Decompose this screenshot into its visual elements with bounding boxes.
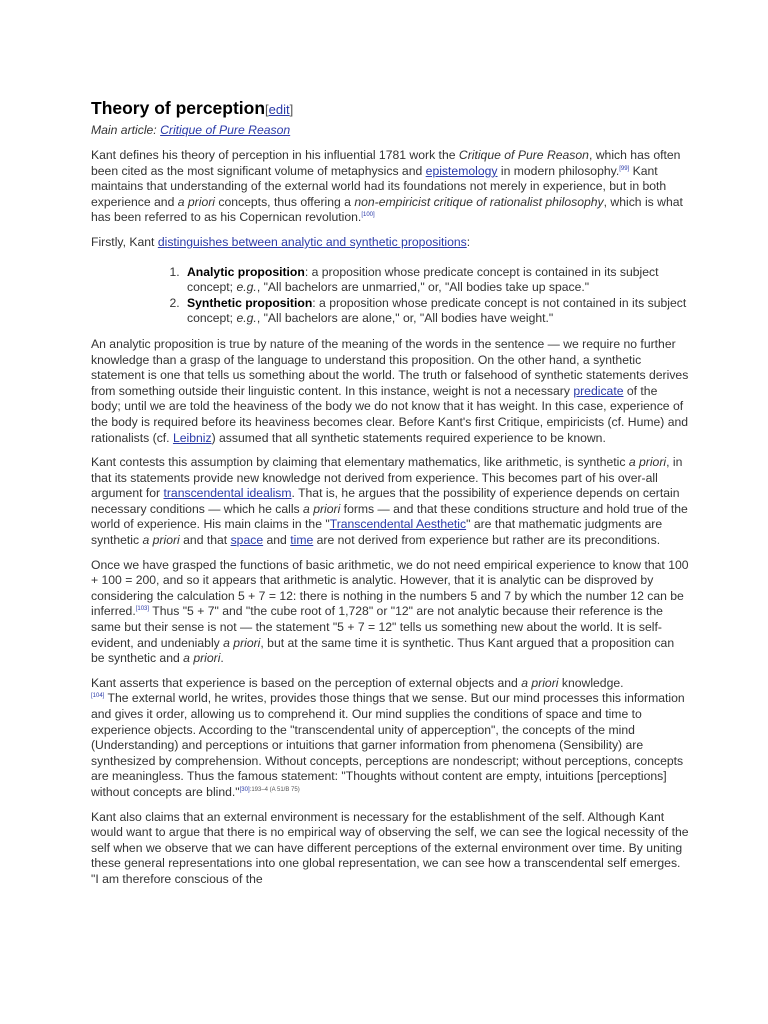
list-item: 2. Synthetic proposition: a proposition whose predicate concept is not contained in its subject concept; e.g., "All bachelors are alone," or, "All bodies have weight.": [183, 296, 689, 327]
paragraph-4: Kant contests this assumption by claiming that elementary mathematics, like arithmetic, is synthetic a priori, in that its statements provide new knowledge not derived from experience. This becomes part of his over-all argument for transcendental idealism. That is, he argues that the possibility of experience depends on certain necessary conditions — which he calls a priori forms — and that these conditions structure and hold true of the world of experience. His main claims in the "Transcendental Aesthetic" are that mathematic judgments are synthetic a priori and that space and time are not derived from experience but rather are its preconditions.: [91, 455, 688, 548]
article-content: [91, 96, 689, 897]
link-space[interactable]: space: [230, 533, 264, 548]
edit-link[interactable]: edit: [268, 102, 290, 117]
list-item: 1. Analytic proposition: a proposition whose predicate concept is contained in its subject concept; e.g., "All bachelors are unmarried," or, "All bodies take up space.": [183, 265, 689, 296]
citation-ref[interactable]: [99]: [619, 165, 630, 172]
citation-page-note: :193–4 (A 51/B 75): [249, 786, 300, 793]
citation-ref[interactable]: [104]: [91, 693, 105, 700]
link-time[interactable]: time: [290, 533, 314, 548]
paragraph-3: An analytic proposition is true by nature of the meaning of the words in the sentence — we require no further knowledge than a grasp of the language to understand this proposition. On the other hand, a synthetic statement is one that tells us something about the world. The truth or falsehood of synthetic statements derives from something outside their linguistic content. In this instance, weight is not a necessary predicate of the body; until we are told the heaviness of the body we do not know that it has weight. In this case, experience of the body is required before its heaviness becomes clear. Before Kant's first Critique, empiricists (cf. Hume) and rationalists (cf. Leibniz) assumed that all synthetic statements required experience to be known.: [91, 336, 689, 445]
link-analytic-synthetic[interactable]: distinguishes between analytic and synthetic propositions: [157, 234, 467, 249]
main-article-link[interactable]: Critique of Pure Reason: [160, 123, 291, 137]
link-epistemology[interactable]: epistemology: [425, 163, 498, 178]
citation-ref[interactable]: [103]: [135, 606, 150, 613]
citation-ref[interactable]: [30]: [239, 786, 250, 793]
paragraph-7: Kant also claims that an external environment is necessary for the establishment of the self. Although Kant would want to argue that there is no empirical way of observing the self, we can see the logical necessity of the self when we observe that we can have different perceptions of the external environment over time. By uniting these general representations into one global representation, we can see how a transcendental self emerges. "I am therefore conscious of the: [91, 809, 689, 886]
link-leibniz[interactable]: Leibniz: [172, 430, 212, 445]
section-title: Theory of perception: [91, 98, 266, 118]
main-article-note: Main article: Critique of Pure Reason: [91, 123, 291, 137]
link-predicate[interactable]: predicate: [573, 383, 624, 398]
link-transcendental-idealism[interactable]: transcendental idealism: [163, 486, 292, 501]
section-heading: [91, 96, 689, 122]
proposition-list: [91, 265, 689, 327]
paragraph-2: Firstly, Kant distinguishes between analytic and synthetic propositions:: [91, 234, 471, 249]
edit-section: [edit]: [265, 102, 294, 117]
link-transcendental-aesthetic[interactable]: Transcendental Aesthetic: [329, 517, 467, 532]
paragraph-5: Once we have grasped the functions of basic arithmetic, we do not need empirical experience to know that 100 + 100 = 200, and so it appears that arithmetic is analytic. However, that it is analytic can be disproved by considering the calculation 5 + 7 = 12: there is nothing in the numbers 5 and 7 by which the number 12 can be inferred.[103] Thus "5 + 7" and "the cube root of 1,728" or "12" are not analytic because their reference is the same but their sense is not — the statement "5 + 7 = 12" tells us something new about the world. It is self-evident, and undeniably a priori, but at the same time it is synthetic. Thus Kant argued that a proposition can be synthetic and a priori.: [91, 557, 689, 666]
paragraph-6: Kant asserts that experience is based on the perception of external objects and a priori knowledge. [104] The external world, he writes, provides those things that we sense. But our mind processes this information and gives it order, allowing us to comprehend it. Our mind supplies the conditions of space and time to experience objects. According to the "transcendental unity of apperception", the concepts of the mind (Understanding) and perceptions or intuitions that garner information from phenomena (Sensibility) are synthesized by comprehension. Without concepts, perceptions are nondescript; without perceptions, concepts are meaningless. Thus the famous statement: "Thoughts without content are empty, intuitions [perceptions] without concepts are blind."$^{[30]:193-4 (A 51/B 75)}$: [91, 675, 685, 799]
paragraph-1: Kant defines his theory of perception in his influential 1781 work the Critique of Pure Reason, which has often been cited as the most significant volume of metaphysics and epistemology in modern philosophy.[99] Kant maintains that understanding of the external world had its foundations not merely in experience, but in both experience and a priori concepts, thus offering a non-empiricist critique of rationalist philosophy, which is what has been referred to as his Copernican revolution.[100]: [91, 148, 683, 225]
citation-ref[interactable]: [100]: [361, 212, 375, 219]
